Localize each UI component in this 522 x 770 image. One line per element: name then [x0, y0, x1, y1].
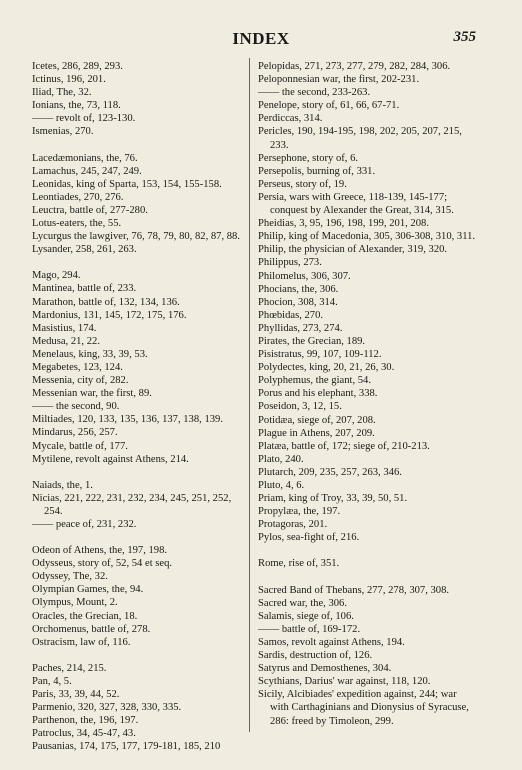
index-entry: Poseidon, 3, 12, 15. [258, 401, 342, 413]
index-entry: Lacedæmonians, the, 76. [32, 152, 138, 164]
index-entry: Perdiccas, 314. [258, 113, 323, 125]
index-entry: Philip, king of Macedonia, 305, 306-308, 310, 311. [258, 231, 476, 243]
index-entry: Ionians, the, 73, 118. [32, 100, 121, 112]
index-entry: Messenian war, the first, 89. [32, 388, 152, 400]
section-gap [258, 571, 476, 584]
index-entry: Pluto, 4, 6. [258, 480, 305, 491]
index-entry: Olympus, Mount, 2. [32, 597, 118, 609]
index-entry: Ictinus, 196, 201. [32, 74, 106, 86]
index-entry: Protagoras, 201. [258, 519, 328, 531]
index-entry: Ostracism, law of, 116. [32, 636, 131, 648]
index-entry: Olympian Games, the, 94. [32, 584, 144, 596]
index-entry: Nicias, 221, 222, 231, 232, 234, 245, 251, 252, 254. [32, 492, 232, 517]
index-entry: —— revolt of, 123-130. [32, 113, 136, 125]
index-column-right [258, 60, 476, 728]
index-entry: Lysander, 258, 261, 263. [32, 244, 137, 256]
index-entry: Potidæa, siege of, 207, 208. [258, 414, 376, 426]
index-entry: Marathon, battle of, 132, 134, 136. [32, 296, 180, 308]
index-entry: Pan, 4, 5. [32, 675, 72, 687]
index-entry: Patroclus, 34, 45-47, 43. [32, 728, 136, 740]
index-entry: Orchomenus, battle of, 278. [32, 623, 151, 635]
index-entry: Mardonius, 131, 145, 172, 175, 176. [32, 309, 187, 321]
index-entry: Persepolis, burning of, 331. [258, 165, 376, 177]
index-entry: Samos, revolt against Athens, 194. [258, 636, 405, 648]
page-header [0, 29, 522, 51]
page-number: 355 [453, 29, 476, 45]
index-entry: Mago, 294. [32, 270, 81, 282]
index-entry: Sicily, Alcibiades' expedition against, 244; war with Carthaginians and Dionysius of Syracuse, 286: freed by Timoleon, 299. [258, 689, 469, 727]
index-entry: Polydectes, king, 20, 21, 26, 30. [258, 362, 395, 374]
index-column-left [32, 60, 244, 754]
index-entry: —— the second, 233-263. [258, 87, 371, 99]
index-entry: Penelope, story of, 61, 66, 67-71. [258, 100, 400, 112]
index-entry: —— peace of, 231, 232. [32, 519, 137, 530]
index-entry: Pirates, the Grecian, 189. [258, 335, 366, 347]
index-entry: Salamis, siege of, 106. [258, 610, 354, 622]
index-entry: Peloponnesian war, the first, 202-231. [258, 74, 420, 86]
index-entry: Pericles, 190, 194-195, 198, 202, 205, 207, 215, 233. [258, 126, 462, 151]
index-entry: Persia, wars with Greece, 118-139, 145-177; conquest by Alexander the Great, 314, 315. [258, 191, 454, 217]
index-entry: Lycurgus the lawgiver, 76, 78, 79, 80, 82, 87, 88. [32, 231, 240, 243]
index-entry: Perseus, story of, 19. [258, 178, 347, 190]
index-entry: Sardis, destruction of, 126. [258, 650, 373, 662]
index-entry: Menelaus, king, 33, 39, 53. [32, 348, 148, 360]
index-entry: Pausanias, 174, 175, 177, 179-181, 185, 210 [32, 741, 221, 753]
index-entry: Philomelus, 306, 307. [258, 270, 351, 282]
page-title: INDEX [232, 29, 290, 48]
index-entry: Pelopidas, 271, 273, 277, 279, 282, 284, 306. [258, 61, 451, 72]
index-entry: Platæa, battle of, 172; siege of, 210-213. [258, 440, 430, 452]
index-entry: Phœbidas, 270. [258, 309, 324, 321]
index-entry: Naiads, the, 1. [32, 479, 93, 491]
index-entry: Philippus, 273. [258, 257, 322, 269]
index-entry: Satyrus and Demosthenes, 304. [258, 663, 392, 675]
index-entry: Icetes, 286, 289, 293. [32, 61, 123, 72]
index-entry: Pheidias, 3, 95, 196, 198, 199, 201, 208. [258, 218, 429, 230]
index-entry: Mindarus, 256, 257. [32, 427, 118, 439]
section-gap [32, 139, 244, 152]
index-entry: Leonidas, king of Sparta, 153, 154, 155-158. [32, 178, 222, 190]
index-entry: Plague in Athens, 207, 209. [258, 427, 375, 439]
index-entry: Odysseus, story of, 52, 54 et seq. [32, 558, 173, 570]
index-entry: Lotus-eaters, the, 55. [32, 218, 122, 230]
index-entry: Leontiades, 270, 276. [32, 191, 124, 203]
index-entry: Ismenias, 270. [32, 126, 94, 138]
index-entry: Medusa, 21, 22. [32, 335, 100, 347]
index-entry: Iliad, The, 32. [32, 87, 92, 99]
index-entry: Megabetes, 123, 124. [32, 361, 123, 373]
index-entry: Rome, rise of, 351. [258, 558, 340, 570]
index-entry: Masistius, 174. [32, 322, 97, 334]
index-entry: Priam, king of Troy, 33, 39, 50, 51. [258, 493, 408, 505]
index-entry: Parmenio, 320, 327, 328, 330, 335. [32, 702, 182, 714]
section-gap [32, 466, 244, 479]
index-entry: Leuctra, battle of, 277-280. [32, 204, 148, 216]
index-entry: Scythians, Darius' war against, 118, 120. [258, 676, 431, 688]
index-entry: Phocion, 308, 314. [258, 296, 338, 308]
index-entry: Lamachus, 245, 247, 249. [32, 165, 142, 177]
index-entry: Persephone, story of, 6. [258, 152, 359, 164]
index-entry: Messenia, city of, 282. [32, 375, 129, 387]
index-entry: Propylæa, the, 197. [258, 506, 341, 518]
index-entry: Odeon of Athens, the, 197, 198. [32, 545, 168, 557]
column-divider [249, 58, 250, 732]
index-entry: Miltiades, 120, 133, 135, 136, 137, 138, 139. [32, 414, 223, 426]
index-entry: Mantinea, battle of, 233. [32, 283, 137, 295]
index-entry: Pisistratus, 99, 107, 109-112. [258, 349, 382, 361]
index-entry: Phocians, the, 306. [258, 283, 339, 295]
section-gap [32, 256, 244, 269]
index-entry: Sacred war, the, 306. [258, 597, 348, 609]
index-entry: Polyphemus, the giant, 54. [258, 375, 371, 387]
index-entry: —— the second, 90. [32, 401, 120, 413]
index-entry: Mycale, battle of, 177. [32, 440, 128, 452]
index-entry: Oracles, the Grecian, 18. [32, 610, 138, 622]
index-entry: Paris, 33, 39, 44, 52. [32, 689, 120, 701]
section-gap [32, 649, 244, 662]
index-entry: —— battle of, 169-172. [258, 623, 361, 635]
index-entry: Pylos, sea-fight of, 216. [258, 532, 360, 544]
index-entry: Plato, 240. [258, 453, 304, 465]
index-entry: Sacred Band of Thebans, 277, 278, 307, 308. [258, 584, 450, 596]
index-entry: Mytilene, revolt against Athens, 214. [32, 453, 189, 465]
index-entry: Phyllidas, 273, 274. [258, 322, 343, 334]
index-entry: Paches, 214, 215. [32, 662, 107, 674]
index-entry: Porus and his elephant, 338. [258, 388, 378, 400]
section-gap [258, 544, 476, 557]
section-gap [32, 531, 244, 544]
index-entry: Philip, the physician of Alexander, 319, 320. [258, 244, 448, 256]
index-entry: Plutarch, 209, 235, 257, 263, 346. [258, 466, 402, 478]
index-entry: Odyssey, The, 32. [32, 571, 108, 583]
index-entry: Parthenon, the, 196, 197. [32, 715, 139, 727]
